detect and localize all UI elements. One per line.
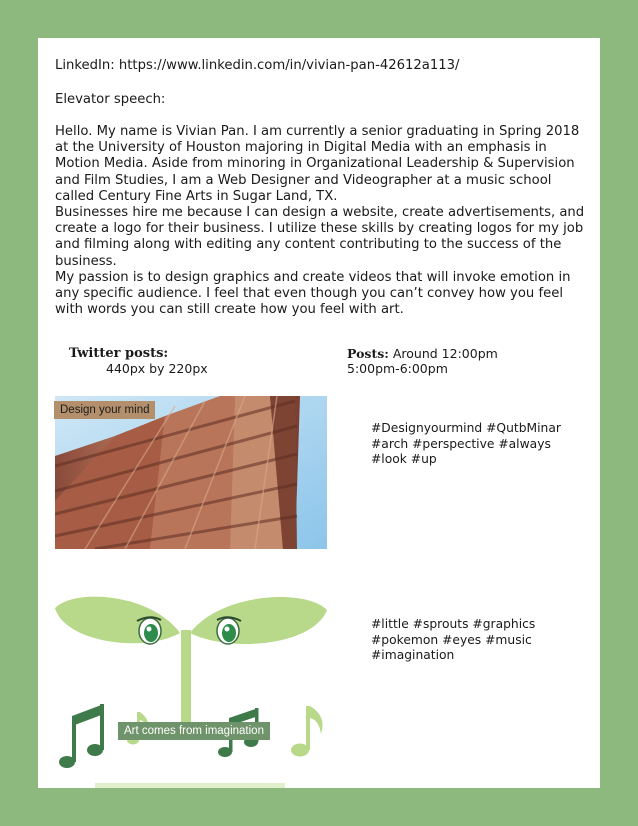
elevator-speech bbox=[55, 124, 585, 318]
music-note-icon bbox=[291, 706, 323, 757]
document-page bbox=[38, 38, 600, 788]
speech-paragraph-1: Hello. My name is Vivian Pan. I am currently a senior graduating in Spring 2018 at the University of Houston majoring in Digital Media with an emphasis in Motion Media. Aside from minoring in Organizational Leadership & Supervision and Film Studies, I am a Web Designer and Videographer at a music school called Century Fine Arts in Sugar Land, TX. bbox=[55, 124, 580, 204]
posts-time-2: 5:00pm-6:00pm bbox=[347, 361, 448, 376]
sprout-illustration bbox=[55, 588, 331, 788]
hashtag-line: #little #sprouts #graphics bbox=[371, 617, 536, 631]
little-sprouts-image bbox=[55, 588, 331, 788]
elevator-heading: Elevator speech: bbox=[55, 92, 166, 107]
post1-hashtags bbox=[371, 421, 571, 468]
hashtag-line: #imagination bbox=[371, 648, 455, 662]
hashtag-line: #Designyourmind #QutbMinar bbox=[371, 421, 561, 435]
speech-paragraph-2: Businesses hire me because I can design a website, create advertisements, and create a logo for their business. I utilize these skills by creating logos for my job and filming along with editing any content contributing to the success of the business. bbox=[55, 205, 585, 269]
art-from-imagination-tag: Art comes from imagination bbox=[118, 722, 270, 740]
linkedin-line: LinkedIn: https://www.linkedin.com/in/vivian-pan-42612a113/ bbox=[55, 58, 460, 73]
twitter-size: 440px by 220px bbox=[106, 361, 208, 376]
post2-hashtags bbox=[371, 617, 571, 664]
hashtag-line: #look #up bbox=[371, 452, 437, 466]
twitter-posts-heading bbox=[69, 346, 208, 376]
speech-paragraph-3: My passion is to design graphics and create videos that will invoke emotion in any specific audience. I feel that even though you can’t convey how you feel with words you can still create how you feel with art. bbox=[55, 269, 571, 318]
music-note-icon bbox=[59, 704, 104, 768]
hashtag-line: #pokemon #eyes #music bbox=[371, 632, 532, 647]
twitter-label: Twitter posts: bbox=[69, 346, 169, 361]
hashtag-line: #arch #perspective #always bbox=[371, 436, 551, 451]
posts-schedule bbox=[347, 346, 498, 376]
posts-time-1: Around 12:00pm bbox=[392, 346, 498, 361]
design-your-mind-tag: Design your mind bbox=[54, 401, 155, 419]
posts-label: Posts: bbox=[347, 346, 389, 361]
